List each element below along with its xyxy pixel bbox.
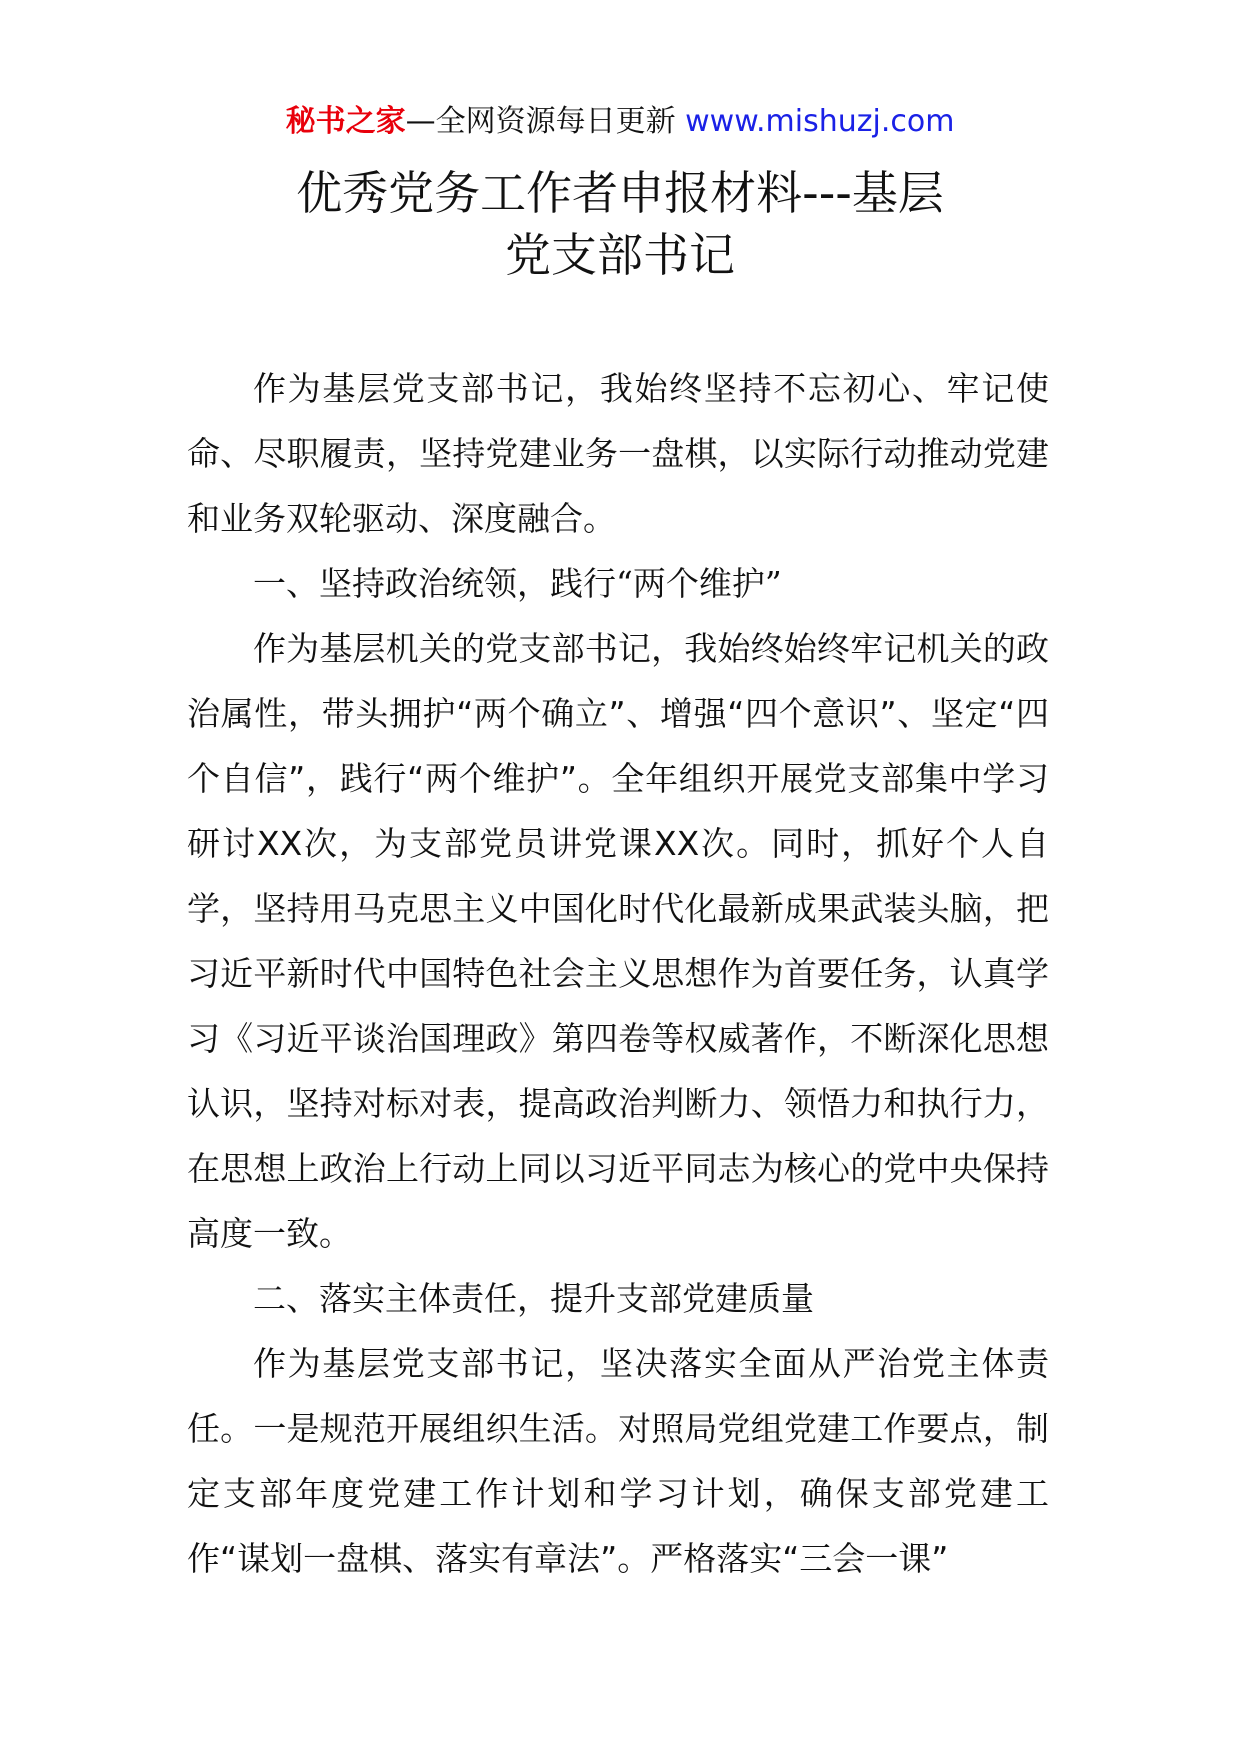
- title-line-2: 党支部书记: [505, 228, 735, 282]
- section-2-paragraph: 作为基层党支部书记，坚决落实全面从严治党主体责任。一是规范开展组织生活。对照局党组党建工作要点，制定支部年度党建工作计划和学习计划，确保支部党建工作“谋划一盘棋、落实有章法”。严格落实“三会一课”: [187, 1344, 1049, 1578]
- title-line-1: 优秀党务工作者申报材料---基层: [296, 166, 944, 220]
- site-header: [0, 102, 1240, 142]
- section-1-heading: 一、坚持政治统领，践行“两个维护”: [253, 564, 782, 603]
- document-body: [187, 356, 1049, 1591]
- site-url-link[interactable]: www.mishuzj.com: [685, 104, 955, 139]
- section-1-paragraph: 作为基层机关的党支部书记，我始终始终牢记机关的政治属性，带头拥护“两个确立”、增强“四个意识”、坚定“四个自信”，践行“两个维护”。全年组织开展党支部集中学习研讨XX次，为支部党员讲党课XX次。同时，抓好个人自学，坚持用马克思主义中国化时代化最新成果武装头脑，把习近平新时代中国特色社会主义思想作为首要任务，认真学习《习近平谈治国理政》第四卷等权威著作，不断深化思想认识，坚持对标对表，提高政治判断力、领悟力和执行力，在思想上政治上行动上同以习近平同志为核心的党中央保持高度一致。: [187, 629, 1049, 1253]
- section-2-heading: 二、落实主体责任，提升支部党建质量: [253, 1279, 814, 1318]
- site-tagline: —全网资源每日更新: [405, 104, 676, 139]
- document-title: [0, 162, 1240, 286]
- intro-paragraph: 作为基层党支部书记，我始终坚持不忘初心、牢记使命、尽职履责，坚持党建业务一盘棋，以实际行动推动党建和业务双轮驱动、深度融合。: [187, 369, 1049, 538]
- site-brand: 秘书之家: [285, 104, 406, 139]
